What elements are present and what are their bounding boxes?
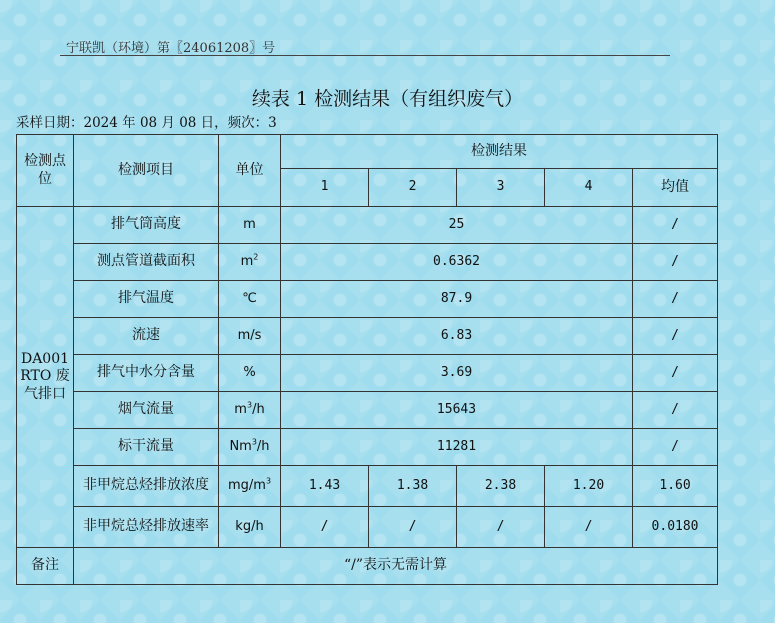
header-point: 检测点位 [17, 135, 74, 207]
merged-value: 3.69 [281, 355, 633, 392]
header-col-4: 4 [545, 169, 633, 207]
mean-value: / [633, 392, 718, 429]
item-label: 非甲烷总烃排放浓度 [74, 466, 219, 507]
value-cell: 1.38 [369, 466, 457, 507]
value-cell: / [545, 507, 633, 548]
mean-value: / [633, 244, 718, 281]
remark-label: 备注 [17, 548, 74, 585]
item-label: 排气中水分含量 [74, 355, 219, 392]
unit-cell: $m^3/h$ [219, 392, 281, 429]
header-unit: 单位 [219, 135, 281, 207]
merged-value: 0.6362 [281, 244, 633, 281]
unit-cell: kg/h [219, 507, 281, 548]
table-row [17, 355, 718, 392]
value-cell: / [281, 507, 369, 548]
unit-cell: $m^2$ [219, 244, 281, 281]
value-cell: / [457, 507, 545, 548]
frequency-value: 3 [268, 115, 277, 131]
item-label: 流速 [74, 318, 219, 355]
table-row [17, 244, 718, 281]
merged-value: 11281 [281, 429, 633, 466]
table-row [17, 392, 718, 429]
value-cell: 2.38 [457, 466, 545, 507]
header-results: 检测结果 [281, 135, 718, 169]
mean-value: / [633, 207, 718, 244]
sampling-info [16, 111, 277, 131]
merged-value: 6.83 [281, 318, 633, 355]
value-cell: 1.20 [545, 466, 633, 507]
table-row [17, 281, 718, 318]
item-label: 非甲烷总烃排放速率 [74, 507, 219, 548]
unit-cell: Nm$^3$/h [219, 429, 281, 466]
mean-value: 0.0180 [633, 507, 718, 548]
value-cell: / [369, 507, 457, 548]
unit-cell: $mg/m^3$ [219, 466, 281, 507]
table-row [17, 429, 718, 466]
value-cell: 1.43 [281, 466, 369, 507]
table-row [17, 207, 718, 244]
table-row [17, 318, 718, 355]
table-row [17, 466, 718, 507]
unit-cell: m [219, 207, 281, 244]
unit-cell: ℃ [219, 281, 281, 318]
results-table [16, 134, 718, 585]
table-row [17, 507, 718, 548]
item-label: 测点管道截面积 [74, 244, 219, 281]
unit-cell: m/s [219, 318, 281, 355]
mean-value: 1.60 [633, 466, 718, 507]
header-mean: 均值 [633, 169, 718, 207]
header-col-1: 1 [281, 169, 369, 207]
sampling-point: DA001 RTO 废气排口 [17, 207, 74, 548]
item-label: 烟气流量 [74, 392, 219, 429]
header-item: 检测项目 [74, 135, 219, 207]
merged-value: 15643 [281, 392, 633, 429]
document-number: 宁联凯（环境）第〖24061208〗号 [66, 41, 276, 56]
item-label: 排气筒高度 [74, 207, 219, 244]
mean-value: / [633, 429, 718, 466]
item-label: 排气温度 [74, 281, 219, 318]
header-col-2: 2 [369, 169, 457, 207]
sampling-date-label: 采样日期： [16, 115, 84, 131]
remark-text: “/”表示无需计算 [74, 548, 718, 585]
table-title: 续表 1 检测结果（有组织废气） [251, 88, 524, 110]
frequency-label: 频次： [227, 115, 269, 131]
mean-value: / [633, 281, 718, 318]
item-label: 标干流量 [74, 429, 219, 466]
sampling-date: 2024 年 08 月 08 日， [83, 115, 228, 131]
header-col-3: 3 [457, 169, 545, 207]
merged-value: 87.9 [281, 281, 633, 318]
merged-value: 25 [281, 207, 633, 244]
header-rule [60, 55, 670, 56]
mean-value: / [633, 318, 718, 355]
unit-cell: % [219, 355, 281, 392]
remark-row [17, 548, 718, 585]
mean-value: / [633, 355, 718, 392]
